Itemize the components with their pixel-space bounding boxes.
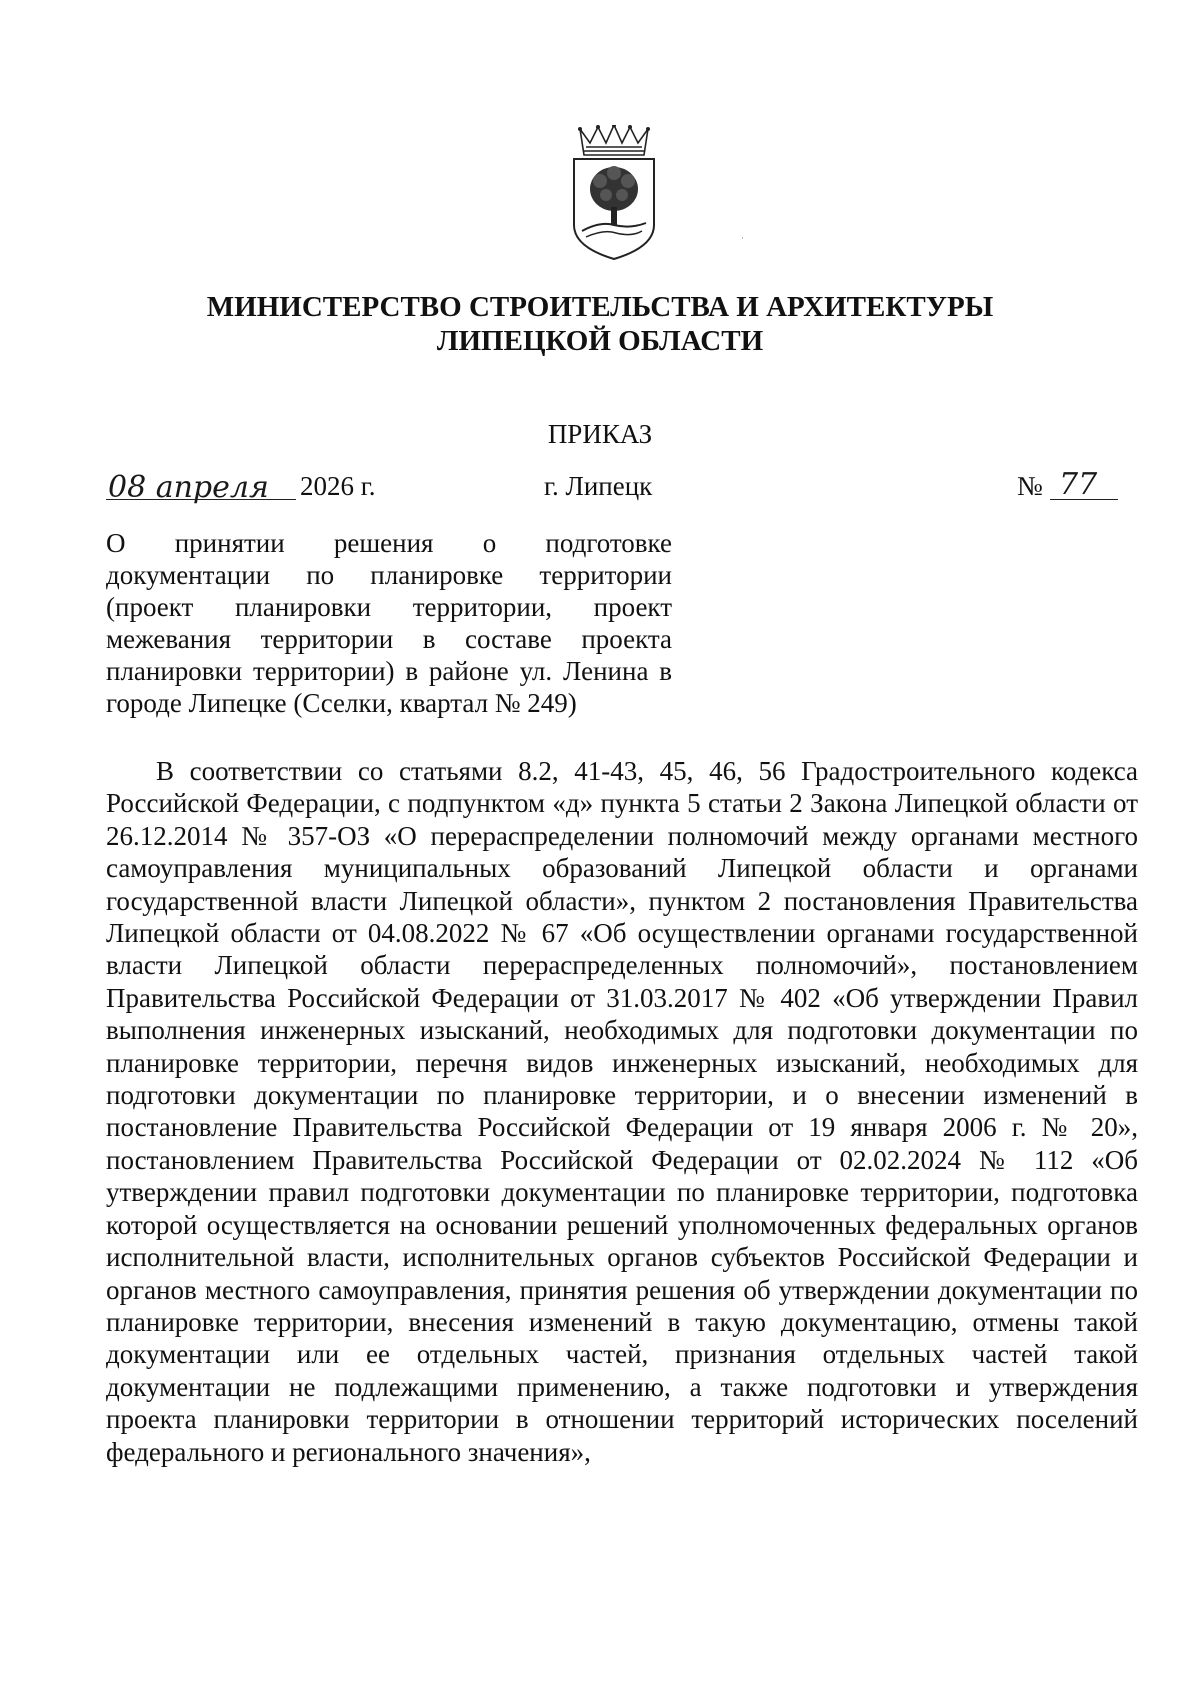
document-year: 2026 г. [300, 471, 376, 501]
order-body-paragraph: В соответствии со статьями 8.2, 41-43, 45, 46, 56 Градостроительного кодекса Российской Федерации, с подпунктом «д» пункта 5 статьи 2 Закона Липецкой области от 26.12.2014 № 357-ОЗ «О перераспределении полномочий между органами местного самоуправления муниципальных образований Липецкой области и органами государственной власти Липецкой области», пунктом 2 постановления Правительства Липецкой области от 04.08.2022 № 67 «Об осуществлении органами государственной власти Липецкой области перераспределенных полномочий», постановлением Правительства Российской Федерации от 31.03.2017 № 402 «Об утверждении Правил выполнения инженерных изысканий, необходимых для подготовки документации по планировке территории, перечня видов инженерных изысканий, необходимых для подготовки документации по планировке территории, и о внесении изменений в постановление Правительства Российской Федерации от 19 января 2006 г. № 20», постановлением Правительства Российской Федерации от 02.02.2024 № 112 «Об утверждении правил подготовки документации по планировке территории, подготовка которой осуществляется на основании решений уполномоченных федеральных органов исполнительной власти, исполнительных органов субъектов Российской Федерации и органов местного самоуправления, принятия решения об утверждении документации по планировке территории, внесения изменений в такую документацию, отмены такой документации или ее отдельных частей, признания отдельных частей такой документации не подлежащими применению, а также подготовки и утверждения проекта планировки территории в отношении территорий исторических поселений федерального и регионального значения», [106, 756, 1138, 1467]
document-type-title: ПРИКАЗ [547, 419, 653, 449]
number-underline [1050, 499, 1118, 500]
handwritten-date [106, 467, 296, 507]
document-city: г. Липецк [544, 471, 653, 501]
coat-of-arms-icon [570, 125, 658, 260]
ministry-name-line2: ЛИПЕЦКОЙ ОБЛАСТИ [436, 325, 764, 357]
svg-text:77: 77 [1059, 467, 1098, 502]
date-underline [106, 499, 296, 500]
ministry-name-line1: МИНИСТЕРСТВО СТРОИТЕЛЬСТВА И АРХИТЕКТУРЫ [206, 291, 994, 323]
scan-speck [742, 237, 743, 239]
handwritten-number [1055, 466, 1111, 502]
number-label: № [1017, 471, 1043, 501]
svg-text:08 апреля: 08 апреля [108, 470, 269, 505]
order-subject: О принятии решения о подготовке документации по планировке территории (проект планировки территории, проект межевания территории в составе проекта планировки территории) в районе ул. Ленина в городе Липецке (Сселки, квартал № 249) [106, 528, 672, 718]
